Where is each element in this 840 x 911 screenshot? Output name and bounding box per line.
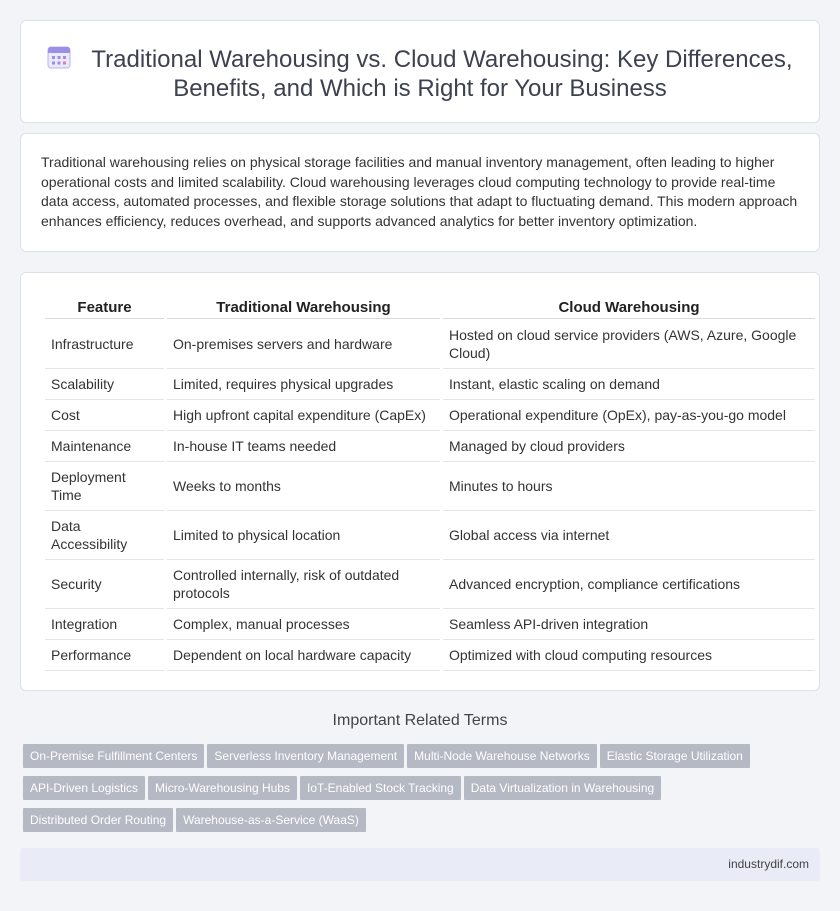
calendar-icon <box>47 45 71 69</box>
table-cell-feature: Maintenance <box>45 431 164 462</box>
table-cell-traditional: Complex, manual processes <box>167 609 440 640</box>
table-cell-feature: Infrastructure <box>45 319 164 369</box>
column-header-cloud: Cloud Warehousing <box>443 297 815 319</box>
table-cell-cloud: Advanced encryption, compliance certifications <box>443 560 815 609</box>
table-cell-traditional: High upfront capital expenditure (CapEx) <box>167 400 440 431</box>
page-title-text: Traditional Warehousing vs. Cloud Warehousing: Key Differences, Benefits, and Which is Right for Your Business <box>91 46 793 102</box>
related-term-tag[interactable]: Micro-Warehousing Hubs <box>148 776 297 800</box>
footer-site-link[interactable]: industrydif.com <box>728 857 809 871</box>
table-row <box>45 319 815 369</box>
table-cell-cloud: Minutes to hours <box>443 462 815 511</box>
table-cell-traditional: Weeks to months <box>167 462 440 511</box>
related-term-tag[interactable]: Data Virtualization in Warehousing <box>464 776 661 800</box>
table-header-row <box>45 297 815 319</box>
related-term-tag[interactable]: On-Premise Fulfillment Centers <box>23 744 204 768</box>
table-cell-feature: Security <box>45 560 164 609</box>
table-row <box>45 640 815 671</box>
table-cell-feature: Integration <box>45 609 164 640</box>
table-cell-feature: Performance <box>45 640 164 671</box>
table-cell-cloud: Operational expenditure (OpEx), pay-as-you-go model <box>443 400 815 431</box>
table-cell-feature: Deployment Time <box>45 462 164 511</box>
column-header-traditional: Traditional Warehousing <box>167 297 440 319</box>
comparison-table <box>42 297 818 671</box>
comparison-card <box>20 272 820 691</box>
table-row <box>45 511 815 560</box>
table-cell-feature: Scalability <box>45 369 164 400</box>
related-term-tag[interactable]: Multi-Node Warehouse Networks <box>407 744 597 768</box>
related-term-tag[interactable]: Distributed Order Routing <box>23 808 173 832</box>
related-term-tag[interactable]: IoT-Enabled Stock Tracking <box>300 776 461 800</box>
table-cell-feature: Cost <box>45 400 164 431</box>
related-term-tag[interactable]: Warehouse-as-a-Service (WaaS) <box>176 808 366 832</box>
related-term-tag[interactable]: Serverless Inventory Management <box>207 744 404 768</box>
related-term-tag[interactable]: Elastic Storage Utilization <box>600 744 750 768</box>
table-cell-cloud: Hosted on cloud service providers (AWS, Azure, Google Cloud) <box>443 319 815 369</box>
title-card <box>20 20 820 123</box>
table-row <box>45 560 815 609</box>
footer <box>20 848 820 881</box>
table-cell-traditional: Controlled internally, risk of outdated protocols <box>167 560 440 609</box>
table-cell-cloud: Instant, elastic scaling on demand <box>443 369 815 400</box>
table-cell-traditional: In-house IT teams needed <box>167 431 440 462</box>
table-cell-traditional: Limited, requires physical upgrades <box>167 369 440 400</box>
related-term-tag[interactable]: API-Driven Logistics <box>23 776 145 800</box>
related-terms-heading: Important Related Terms <box>332 712 508 729</box>
table-row <box>45 369 815 400</box>
table-row <box>45 609 815 640</box>
table-cell-traditional: Dependent on local hardware capacity <box>167 640 440 671</box>
table-cell-cloud: Seamless API-driven integration <box>443 609 815 640</box>
related-terms-list <box>23 744 793 840</box>
table-cell-cloud: Global access via internet <box>443 511 815 560</box>
column-header-feature: Feature <box>45 297 164 319</box>
table-row <box>45 462 815 511</box>
table-cell-traditional: On-premises servers and hardware <box>167 319 440 369</box>
table-cell-cloud: Managed by cloud providers <box>443 431 815 462</box>
intro-paragraph: Traditional warehousing relies on physical storage facilities and manual inventory management, often leading to higher operational costs and limited scalability. Cloud warehousing leverages cloud computing technology to provide real-time data access, automated processes, and flexible storage solutions that adapt to fluctuating demand. This modern approach enhances efficiency, reduces overhead, and supports advanced analytics for better inventory optimization. <box>41 154 798 229</box>
table-row <box>45 400 815 431</box>
table-row <box>45 431 815 462</box>
table-cell-feature: Data Accessibility <box>45 511 164 560</box>
intro-card <box>20 133 820 252</box>
page-title <box>21 45 819 103</box>
table-cell-traditional: Limited to physical location <box>167 511 440 560</box>
table-cell-cloud: Optimized with cloud computing resources <box>443 640 815 671</box>
